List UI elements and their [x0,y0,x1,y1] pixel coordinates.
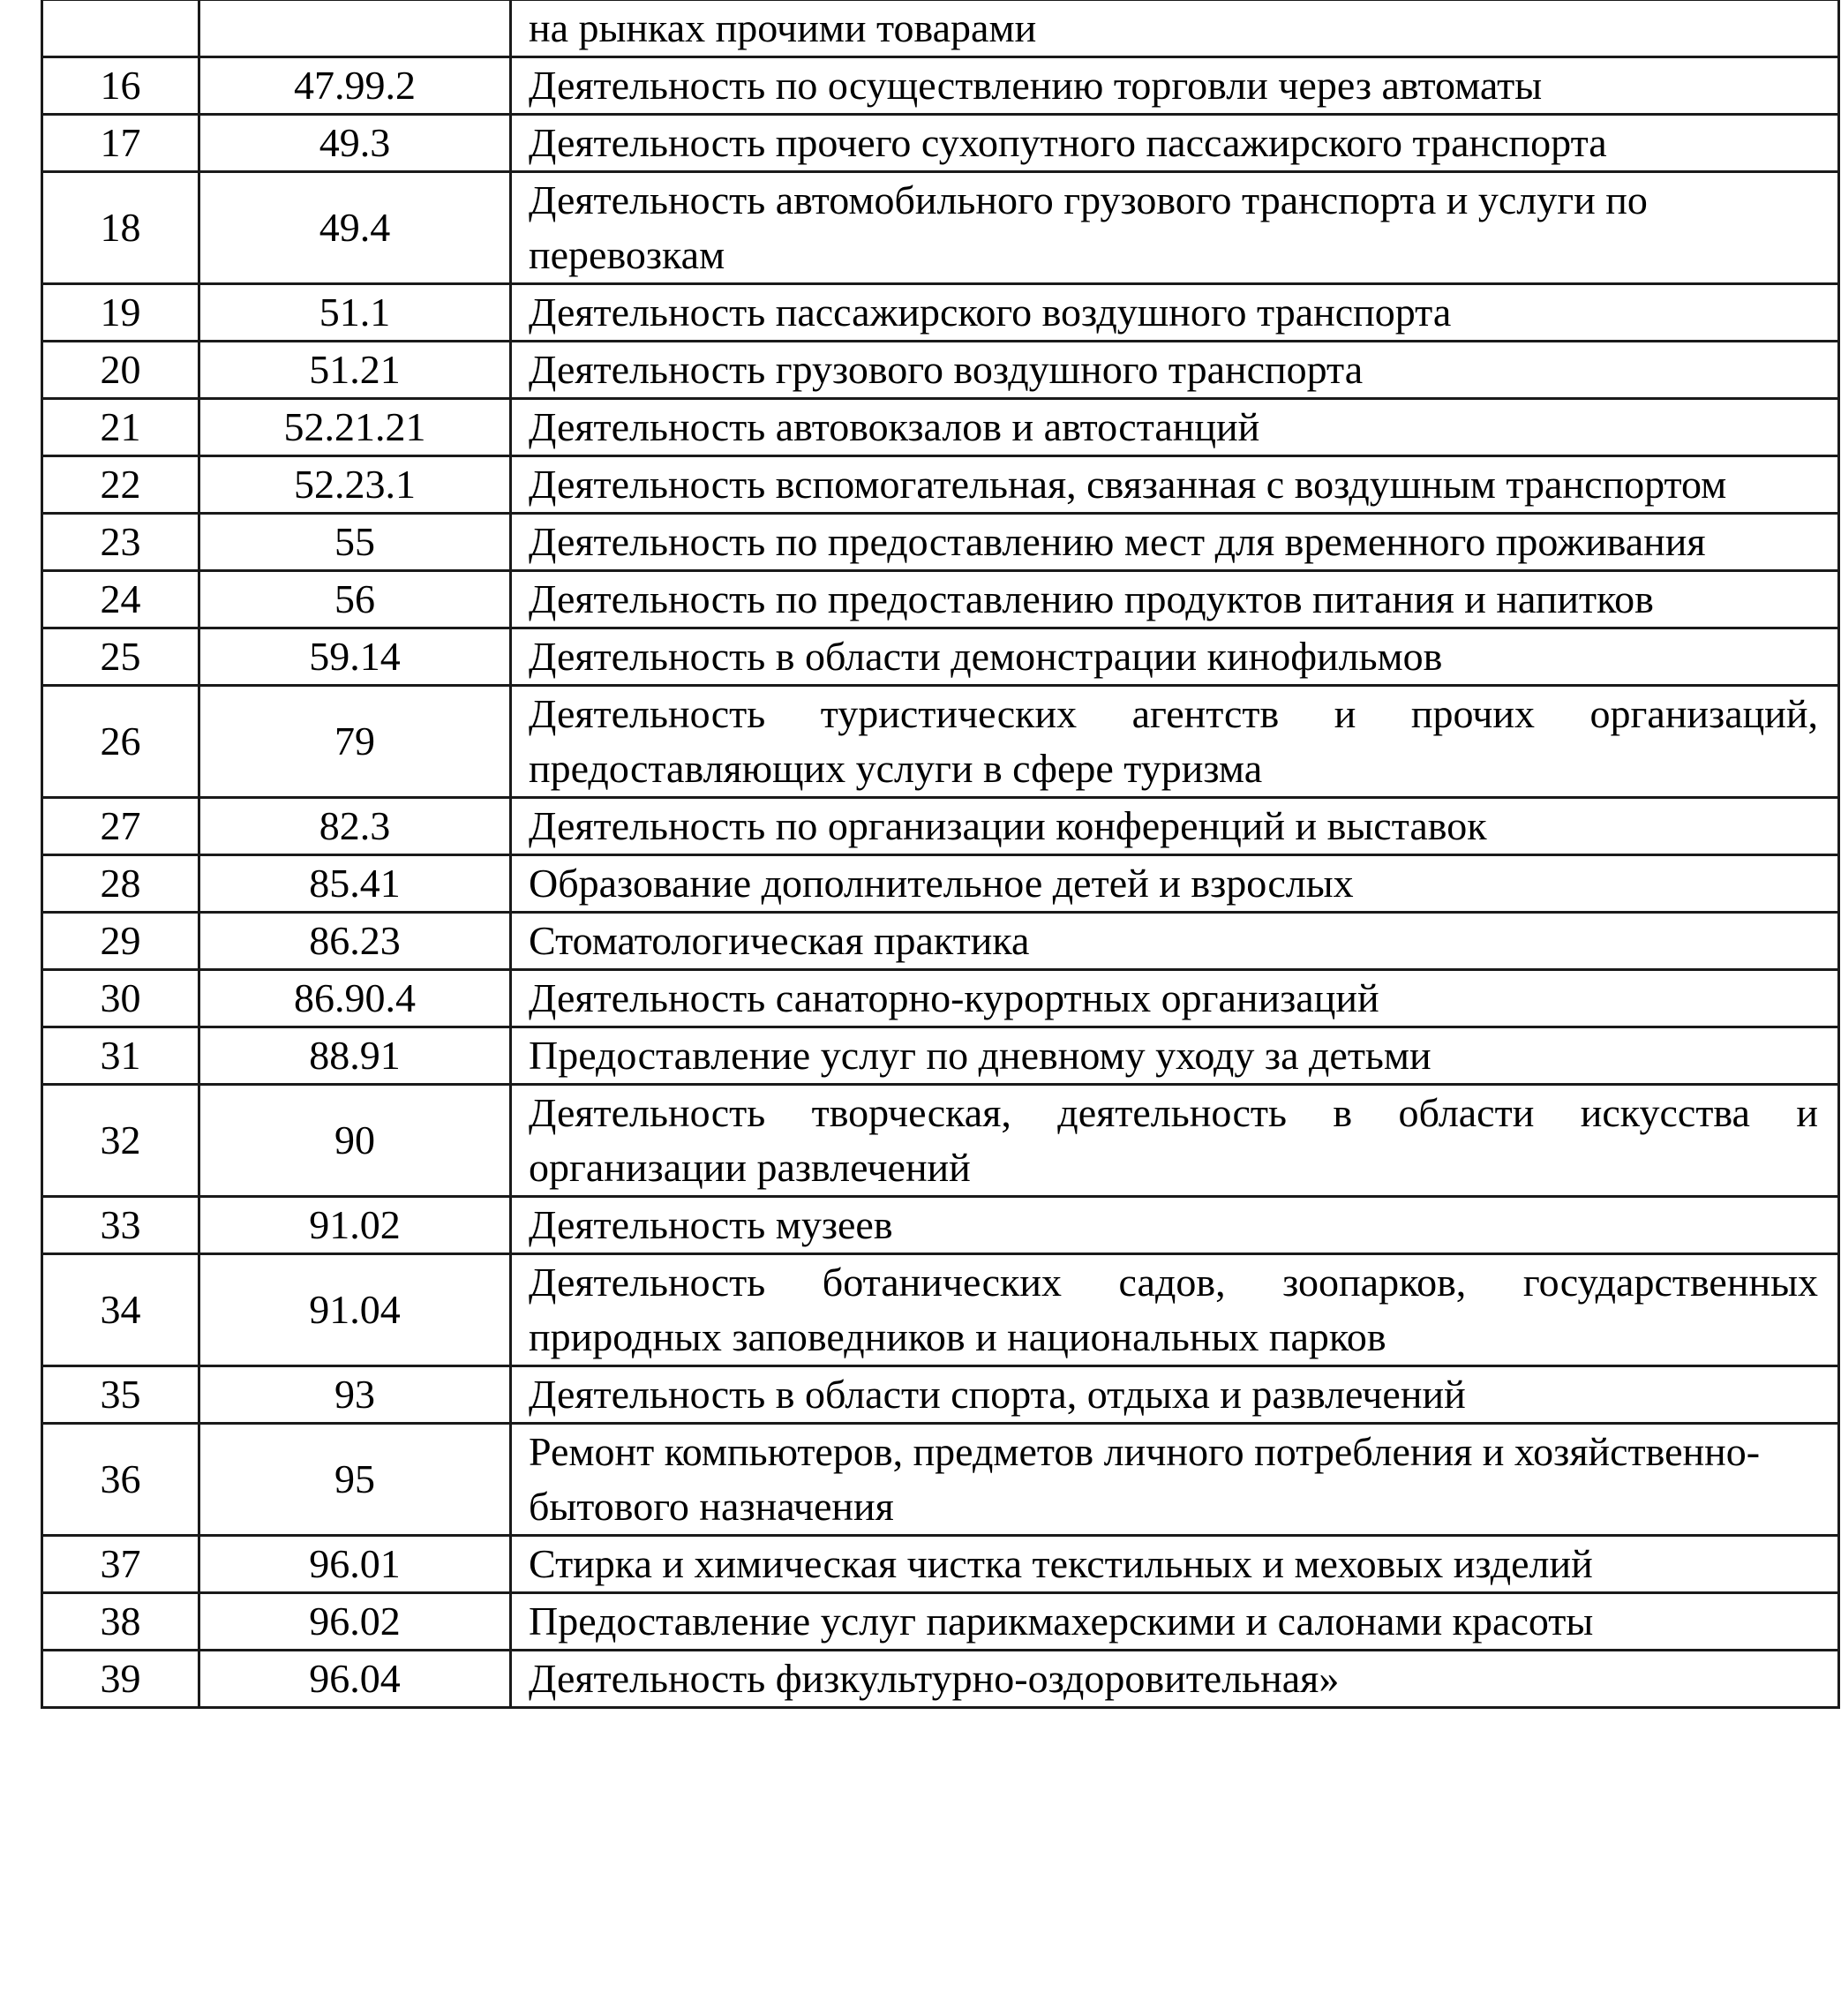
table-row [42,284,1839,342]
table-row [42,686,1839,798]
okved-code-cell: 96.01 [199,1536,511,1593]
table-row [42,1027,1839,1085]
okved-code-cell: 49.4 [199,172,511,284]
okved-code-cell: 79 [199,686,511,798]
row-number-cell: 38 [42,1593,199,1651]
row-number-cell: 28 [42,855,199,913]
activity-description-cell: Деятельность творческая, деятельность в области искусства и организации развлечений [511,1085,1839,1197]
table-row [42,1424,1839,1536]
table-row [42,970,1839,1027]
row-number-cell: 26 [42,686,199,798]
table-row-continuation [42,0,1839,57]
okved-code-cell: 91.02 [199,1197,511,1254]
table-row [42,1366,1839,1424]
activity-description-cell: Деятельность в области демонстрации кинофильмов [511,628,1839,686]
activity-description-cell: Деятельность по предоставлению продуктов питания и напитков [511,571,1839,628]
table-row [42,571,1839,628]
activity-description-cell: Деятельность автовокзалов и автостанций [511,399,1839,456]
activity-description-cell: Деятельность по предоставлению мест для временного проживания [511,514,1839,571]
okved-code-cell: 86.23 [199,913,511,970]
row-number-cell: 31 [42,1027,199,1085]
okved-code-cell: 56 [199,571,511,628]
activity-description-cell: Деятельность музеев [511,1197,1839,1254]
activity-description-cell: Предоставление услуг по дневному уходу за детьми [511,1027,1839,1085]
row-number-cell [42,0,199,57]
okved-code-cell: 88.91 [199,1027,511,1085]
row-number-cell: 39 [42,1651,199,1708]
okved-code-cell: 90 [199,1085,511,1197]
okved-code-cell: 47.99.2 [199,57,511,115]
table-row [42,1536,1839,1593]
okved-code-cell: 49.3 [199,115,511,172]
table-row [42,855,1839,913]
row-number-cell: 34 [42,1254,199,1366]
table-row [42,115,1839,172]
activity-description-cell: Ремонт компьютеров, предметов личного потребления и хозяйственно-бытового назначения [511,1424,1839,1536]
okved-code-cell: 93 [199,1366,511,1424]
activity-description-cell: Деятельность автомобильного грузового транспорта и услуги по перевозкам [511,172,1839,284]
table-row [42,514,1839,571]
activity-description-cell: Деятельность прочего сухопутного пассажирского транспорта [511,115,1839,172]
row-number-cell: 20 [42,342,199,399]
row-number-cell: 32 [42,1085,199,1197]
row-number-cell: 37 [42,1536,199,1593]
activity-description-cell: Деятельность по осуществлению торговли через автоматы [511,57,1839,115]
table-row [42,1651,1839,1708]
activity-description-cell: Деятельность ботанических садов, зоопарков, государственных природных заповедников и национальных парков [511,1254,1839,1366]
table-row [42,1254,1839,1366]
row-number-cell: 25 [42,628,199,686]
table-row [42,798,1839,855]
table-row [42,1593,1839,1651]
okved-code-cell: 82.3 [199,798,511,855]
activity-description-cell: Деятельность физкультурно-оздоровительная» [511,1651,1839,1708]
okved-activity-table [41,0,1840,1709]
okved-code-cell: 96.02 [199,1593,511,1651]
table-row [42,342,1839,399]
activity-description-cell: Предоставление услуг парикмахерскими и салонами красоты [511,1593,1839,1651]
row-number-cell: 23 [42,514,199,571]
activity-description-cell: Стоматологическая практика [511,913,1839,970]
table-row [42,399,1839,456]
row-number-cell: 35 [42,1366,199,1424]
activity-description-cell: Деятельность вспомогательная, связанная с воздушным транспортом [511,456,1839,514]
okved-code-cell: 85.41 [199,855,511,913]
activity-description-cell: на рынках прочими товарами [511,0,1839,57]
activity-description-cell: Деятельность пассажирского воздушного транспорта [511,284,1839,342]
activity-description-cell: Образование дополнительное детей и взрослых [511,855,1839,913]
row-number-cell: 19 [42,284,199,342]
okved-code-cell: 91.04 [199,1254,511,1366]
okved-code-cell: 96.04 [199,1651,511,1708]
row-number-cell: 33 [42,1197,199,1254]
row-number-cell: 27 [42,798,199,855]
activity-description-cell: Деятельность грузового воздушного транспорта [511,342,1839,399]
activity-description-cell: Деятельность санаторно-курортных организаций [511,970,1839,1027]
row-number-cell: 29 [42,913,199,970]
table-row [42,1085,1839,1197]
row-number-cell: 36 [42,1424,199,1536]
table-row [42,456,1839,514]
table-row [42,172,1839,284]
okved-code-cell: 52.23.1 [199,456,511,514]
okved-code-cell: 52.21.21 [199,399,511,456]
okved-code-cell: 51.21 [199,342,511,399]
okved-code-cell: 51.1 [199,284,511,342]
row-number-cell: 30 [42,970,199,1027]
okved-code-cell [199,0,511,57]
okved-code-cell: 59.14 [199,628,511,686]
table-row [42,628,1839,686]
row-number-cell: 16 [42,57,199,115]
row-number-cell: 24 [42,571,199,628]
row-number-cell: 22 [42,456,199,514]
row-number-cell: 17 [42,115,199,172]
okved-code-cell: 95 [199,1424,511,1536]
row-number-cell: 18 [42,172,199,284]
table-body [42,0,1839,1708]
okved-code-cell: 86.90.4 [199,970,511,1027]
table-row [42,913,1839,970]
activity-description-cell: Деятельность в области спорта, отдыха и развлечений [511,1366,1839,1424]
row-number-cell: 21 [42,399,199,456]
activity-description-cell: Стирка и химическая чистка текстильных и меховых изделий [511,1536,1839,1593]
okved-code-cell: 55 [199,514,511,571]
table-row [42,1197,1839,1254]
table-row [42,57,1839,115]
activity-description-cell: Деятельность туристических агентств и прочих организаций, предоставляющих услуги в сфере туризма [511,686,1839,798]
activity-description-cell: Деятельность по организации конференций и выставок [511,798,1839,855]
